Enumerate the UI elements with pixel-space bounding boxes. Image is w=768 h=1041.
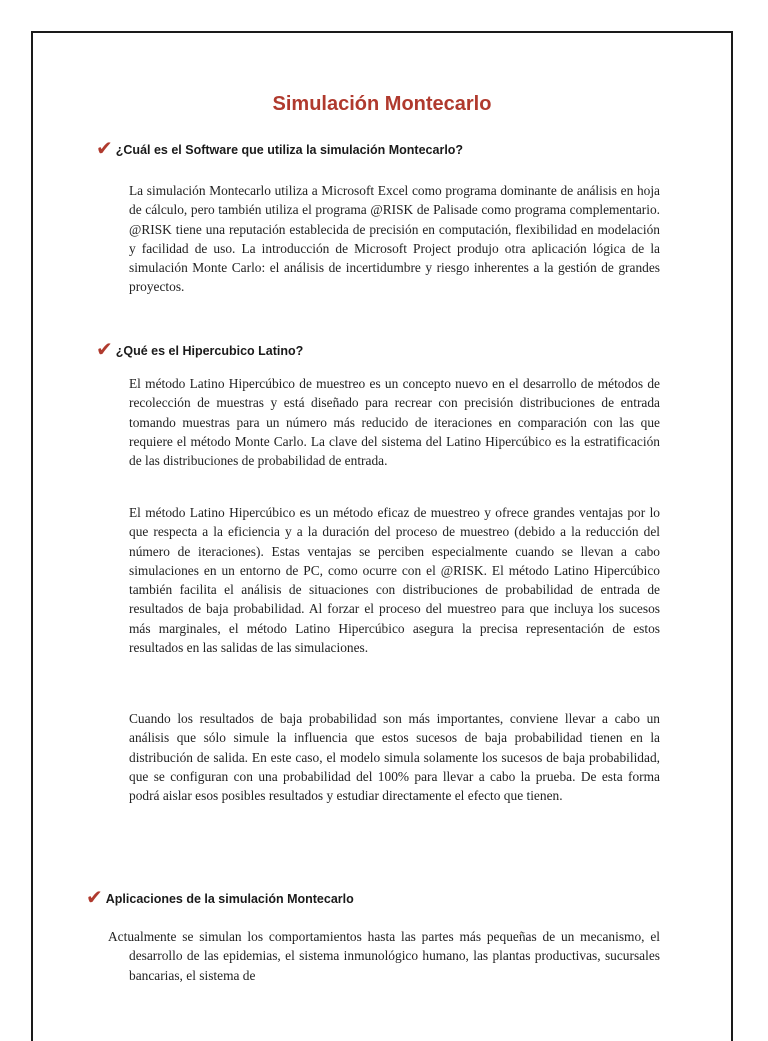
paragraph: Actualmente se simulan los comportamientos hasta las partes más pequeñas de un mecanismo, el desarrollo de las epidemias, el sistema inmunológico humano, las plantas productivas, sucursales bancarias, el sistema de [108, 929, 660, 983]
section-heading-label: ¿Qué es el Hipercubico Latino? [115, 344, 304, 358]
paragraph: El método Latino Hipercúbico de muestreo es un concepto nuevo en el desarrollo de métodos de recolección de muestras y está diseñado para recrear con precisión distribuciones de entrada tomando muestras para un número más reducido de iteraciones en comparación con las que requiere el método Monte Carlo. La clave del sistema del Latino Hipercúbico es la estratificación de las distribuciones de probabilidad de entrada. [129, 376, 660, 469]
paragraph: El método Latino Hipercúbico es un método eficaz de muestreo y ofrece grandes ventajas por lo que respecta a la eficiencia y a la duración del proceso de muestreo (debido a la reducción del número de iteraciones). Estas ventajas se perciben especialmente cuando se llevan a cabo simulaciones en un entorno de PC, como ocurre con el @RISK. El método Latino Hipercúbico también facilita el análisis de situaciones con distribuciones de probabilidad de entrada de resultados de baja probabilidad. Al forzar el proceso del muestreo para que incluya los sucesos más marginales, el método Latino Hipercúbico asegura la precisa representación de estos resultados en las salidas de las simulaciones. [129, 505, 660, 656]
checkmark-icon: ✔ [86, 885, 103, 909]
section-heading-label: ¿Cuál es el Software que utiliza la simulación Montecarlo? [115, 143, 464, 157]
document-title: Simulación Montecarlo [272, 93, 492, 115]
section-heading-label: Aplicaciones de la simulación Montecarlo [105, 892, 354, 906]
checkmark-icon: ✔ [96, 337, 113, 361]
paragraph: La simulación Montecarlo utiliza a Microsoft Excel como programa dominante de análisis en hoja de cálculo, pero también utiliza el programa @RISK de Palisade como programa complementario. @RISK tiene una reputación establecida de precisión en computación, flexibilidad en modelación y facilidad de uso. La introducción de Microsoft Project produjo otra aplicación lógica de la simulación Monte Carlo: el análisis de incertidumbre y riesgo inherentes a la gestión de grandes proyectos. [129, 183, 660, 295]
checkmark-icon: ✔ [96, 136, 113, 160]
paragraph: Cuando los resultados de baja probabilidad son más importantes, conviene llevar a cabo un análisis que sólo simule la influencia que estos sucesos de baja probabilidad tienen en la distribución de salida. En este caso, el modelo simula solamente los sucesos de baja probabilidad, que se configuran con una probabilidad del 100% para llevar a cabo la prueba. De esta forma podrá aislar esos posibles resultados y estudiar directamente el efecto que tienen. [129, 711, 660, 804]
section-heading-hipercubico [96, 339, 303, 359]
document-page [31, 31, 733, 1041]
section-heading-software [96, 138, 463, 158]
section-heading-aplicaciones [86, 887, 354, 907]
